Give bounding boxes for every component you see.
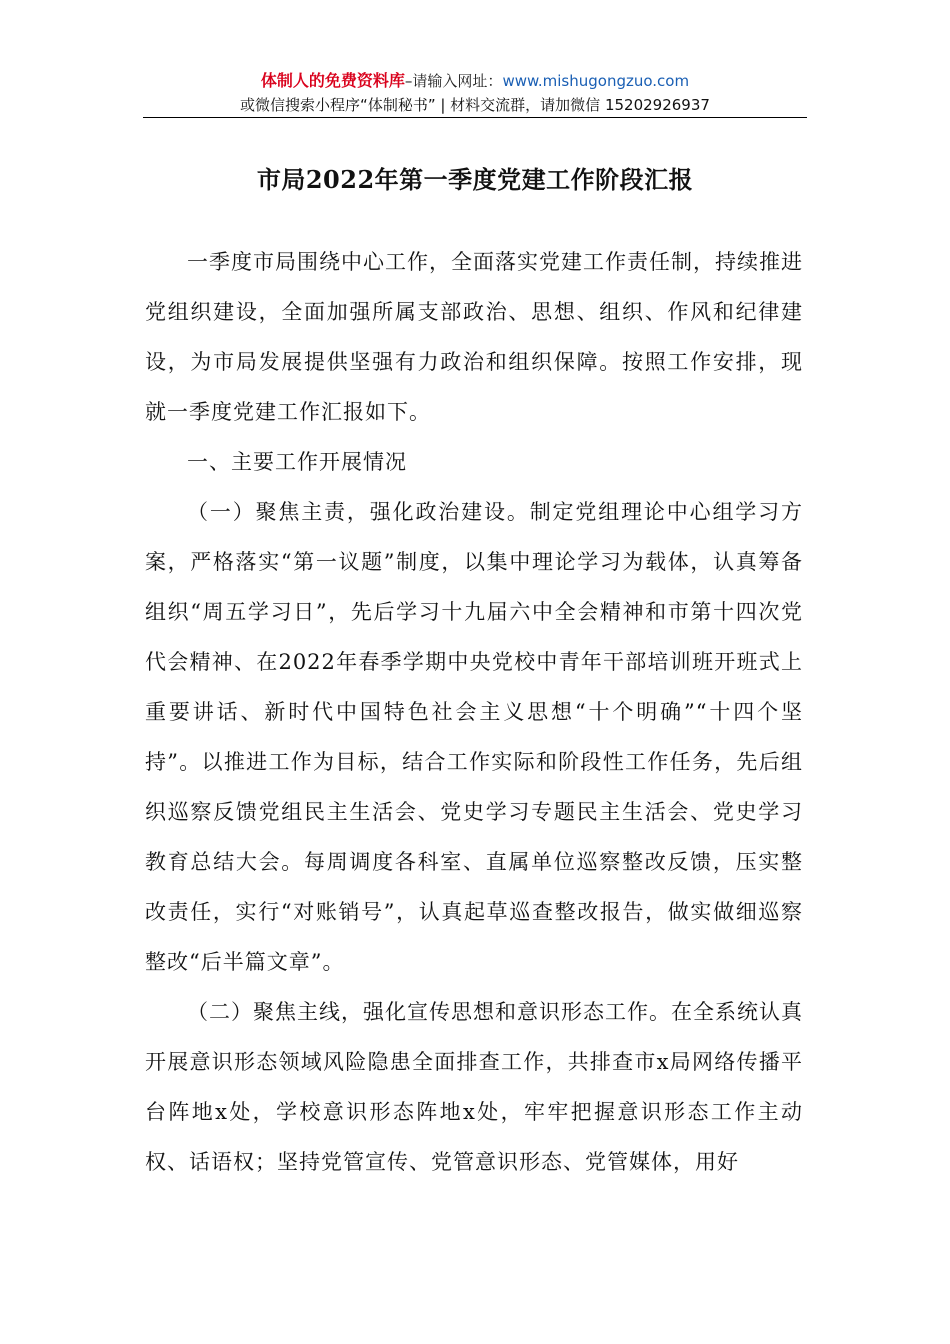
paragraph-ideology-work: （二）聚焦主线，强化宣传思想和意识形态工作。在全系统认真开展意识形态领域风险隐患全面排查工作，共排查市x局网络传播平台阵地x处，学校意识形态阵地x处，牢牢把握意识形态工作主动权、话语权；坚持党管宣传、党管意识形态、党管媒体，用好 <box>145 1000 803 1174</box>
header-brand: 体制人的免费资料库 <box>260 71 405 90</box>
header-prompt: –请输入网址： <box>404 72 503 90</box>
header-line-2: 或微信搜索小程序“体制秘书” | 材料交流群，请加微信 15202926937 <box>240 96 710 114</box>
page-header <box>143 70 807 116</box>
document-title: 市局2022年第一季度党建工作阶段汇报 <box>256 165 694 194</box>
section-heading: 一、主要工作开展情况 <box>187 450 407 474</box>
document-body <box>145 237 803 1187</box>
header-divider <box>143 117 807 118</box>
header-url-link[interactable]: www.mishugongzuo.com <box>502 72 690 90</box>
paragraph-intro: 一季度市局围绕中心工作，全面落实党建工作责任制，持续推进党组织建设，全面加强所属支部政治、思想、组织、作风和纪律建设，为市局发展提供坚强有力政治和组织保障。按照工作安排，现就一季度党建工作汇报如下。 <box>145 250 803 424</box>
header-line-1 <box>143 70 807 92</box>
paragraph-political-building: （一）聚焦主责，强化政治建设。制定党组理论中心组学习方案，严格落实“第一议题”制度，以集中理论学习为载体，认真筹备组织“周五学习日”，先后学习十九届六中全会精神和市第十四次党代会精神、在2022年春季学期中央党校中青年干部培训班开班式上重要讲话、新时代中国特色社会主义思想“十个明确”“十四个坚持”。以推进工作为目标，结合工作实际和阶段性工作任务，先后组织巡察反馈党组民主生活会、党史学习专题民主生活会、党史学习教育总结大会。每周调度各科室、直属单位巡察整改反馈，压实整改责任，实行“对账销号”，认真起草巡查整改报告，做实做细巡察整改“后半篇文章”。 <box>145 500 803 974</box>
